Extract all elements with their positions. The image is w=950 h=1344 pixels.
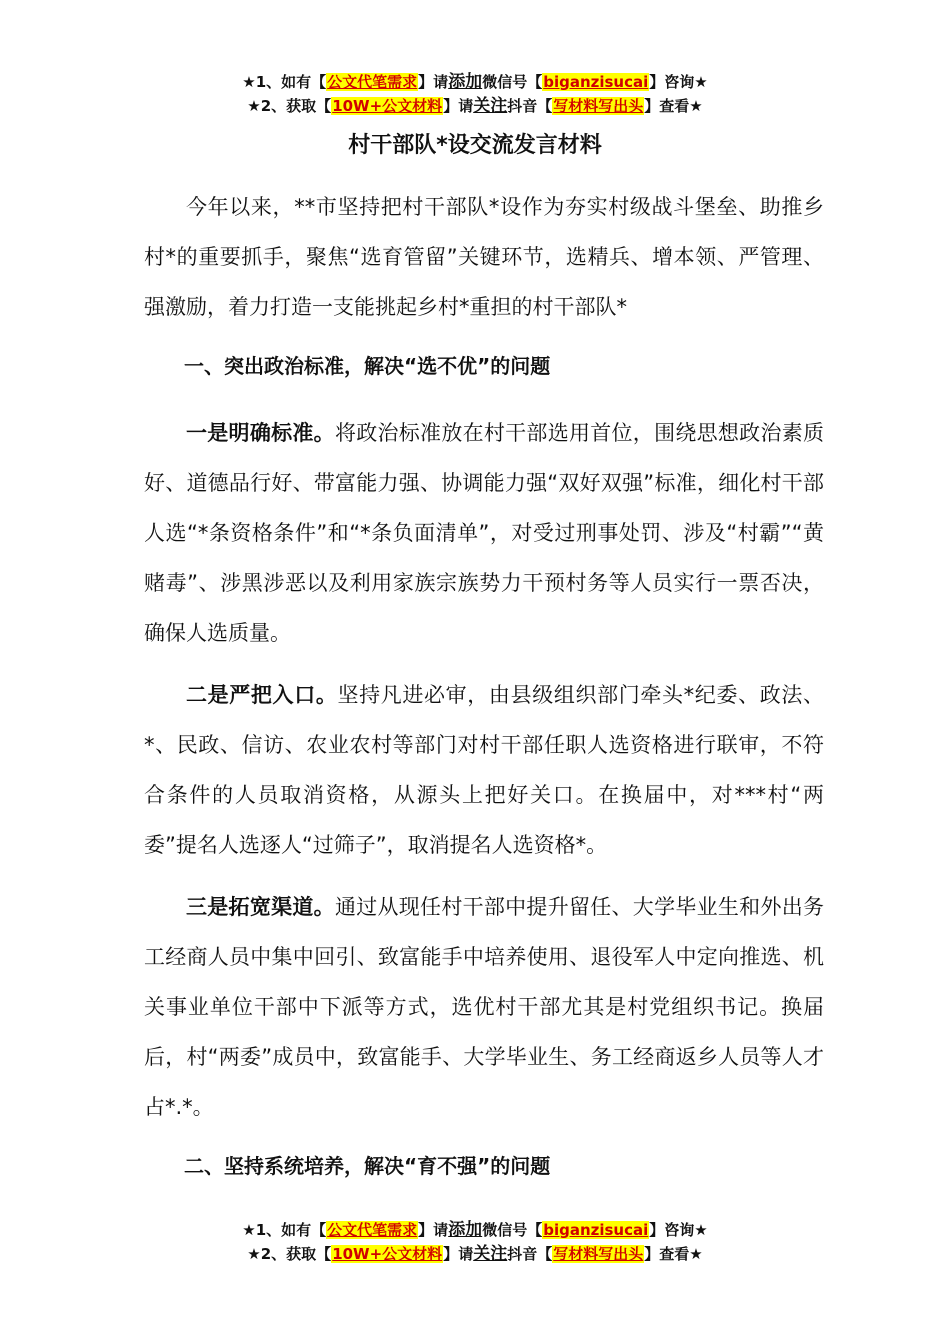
paragraph-1: [144, 408, 824, 658]
banner-highlight: biganzisucai: [543, 1221, 649, 1239]
banner-text: ★2、获取【: [247, 1245, 332, 1263]
banner-underline: 关注: [473, 96, 508, 116]
paragraph-3: [144, 882, 824, 1132]
footer-banner: [0, 1218, 950, 1266]
banner-underline: 添加: [448, 72, 483, 92]
document-body: [144, 182, 824, 1208]
section-heading-2: 二、坚持系统培养，解决“育不强”的问题: [184, 1154, 551, 1178]
banner-text: 】请: [418, 1221, 449, 1239]
banner-highlight: 写材料写出头: [553, 1245, 644, 1263]
banner-line-1: [0, 70, 950, 94]
banner-text: 】请: [418, 73, 449, 91]
banner-text: 微信号【: [482, 73, 543, 91]
banner-text: 】请: [443, 97, 474, 115]
banner-text: 抖音【: [507, 97, 553, 115]
banner-text: 】查看★: [644, 1245, 703, 1263]
banner-highlight: 10W+公文材料: [332, 1245, 443, 1263]
paragraph-text: 坚持凡进必审，由县级组织部门牵头*纪委、政法、*、民政、信访、农业农村等部门对村干部任职人选资格进行联审，不符合条件的人员取消资格，从源头上把好关口。在换届中，对***村“两委”提名人选逐人“过筛子”，取消提名人选资格*。: [144, 683, 825, 857]
banner-text: 】请: [443, 1245, 474, 1263]
paragraph-lead: 三是拓宽渠道。: [186, 895, 335, 919]
banner-text: ★2、获取【: [247, 97, 332, 115]
header-banner: [0, 70, 950, 118]
banner-line-1: [0, 1218, 950, 1242]
banner-line-2: [0, 94, 950, 118]
paragraph-2: [144, 670, 824, 870]
banner-text: 微信号【: [482, 1221, 543, 1239]
banner-text: 】查看★: [644, 97, 703, 115]
intro-paragraph: 今年以来，**市坚持把村干部队*设作为夯实村级战斗堡垒、助推乡村*的重要抓手，聚焦“选育管留”关键环节，选精兵、增本领、严管理、强激励，着力打造一支能挑起乡村*重担的村干部队*: [144, 195, 824, 319]
banner-text: 】咨询★: [649, 73, 708, 91]
paragraph-text: 将政治标准放在村干部选用首位，围绕思想政治素质好、道德品行好、带富能力强、协调能力强“双好双强”标准，细化村干部人选“*条资格条件”和“*条负面清单”，对受过刑事处罚、涉及“村霸”“黄赌毒”、涉黑涉恶以及利用家族宗族势力干预村务等人员实行一票否决，确保人选质量。: [144, 421, 825, 645]
banner-text: 抖音【: [507, 1245, 553, 1263]
banner-highlight: 写材料写出头: [553, 97, 644, 115]
document-title: 村干部队*设交流发言材料: [348, 133, 602, 158]
banner-underline: 关注: [473, 1244, 508, 1264]
banner-underline: 添加: [448, 1220, 483, 1240]
banner-text: ★1、如有【: [242, 1221, 327, 1239]
section-heading-1: 一、突出政治标准，解决“选不优”的问题: [184, 354, 551, 378]
banner-line-2: [0, 1242, 950, 1266]
banner-text: 】咨询★: [649, 1221, 708, 1239]
paragraph-lead: 二是严把入口。: [186, 683, 338, 707]
banner-highlight: 公文代笔需求: [327, 1221, 418, 1239]
paragraph-text: 通过从现任村干部中提升留任、大学毕业生和外出务工经商人员中集中回引、致富能手中培养使用、退役军人中定向推选、机关事业单位干部中下派等方式，选优村干部尤其是村党组织书记。换届后，村“两委”成员中，致富能手、大学毕业生、务工经商返乡人员等人才占*.*。: [144, 895, 825, 1119]
banner-highlight: 公文代笔需求: [327, 73, 418, 91]
paragraph-lead: 一是明确标准。: [186, 421, 335, 445]
banner-text: ★1、如有【: [242, 73, 327, 91]
banner-highlight: biganzisucai: [543, 73, 649, 91]
banner-highlight: 10W+公文材料: [332, 97, 443, 115]
